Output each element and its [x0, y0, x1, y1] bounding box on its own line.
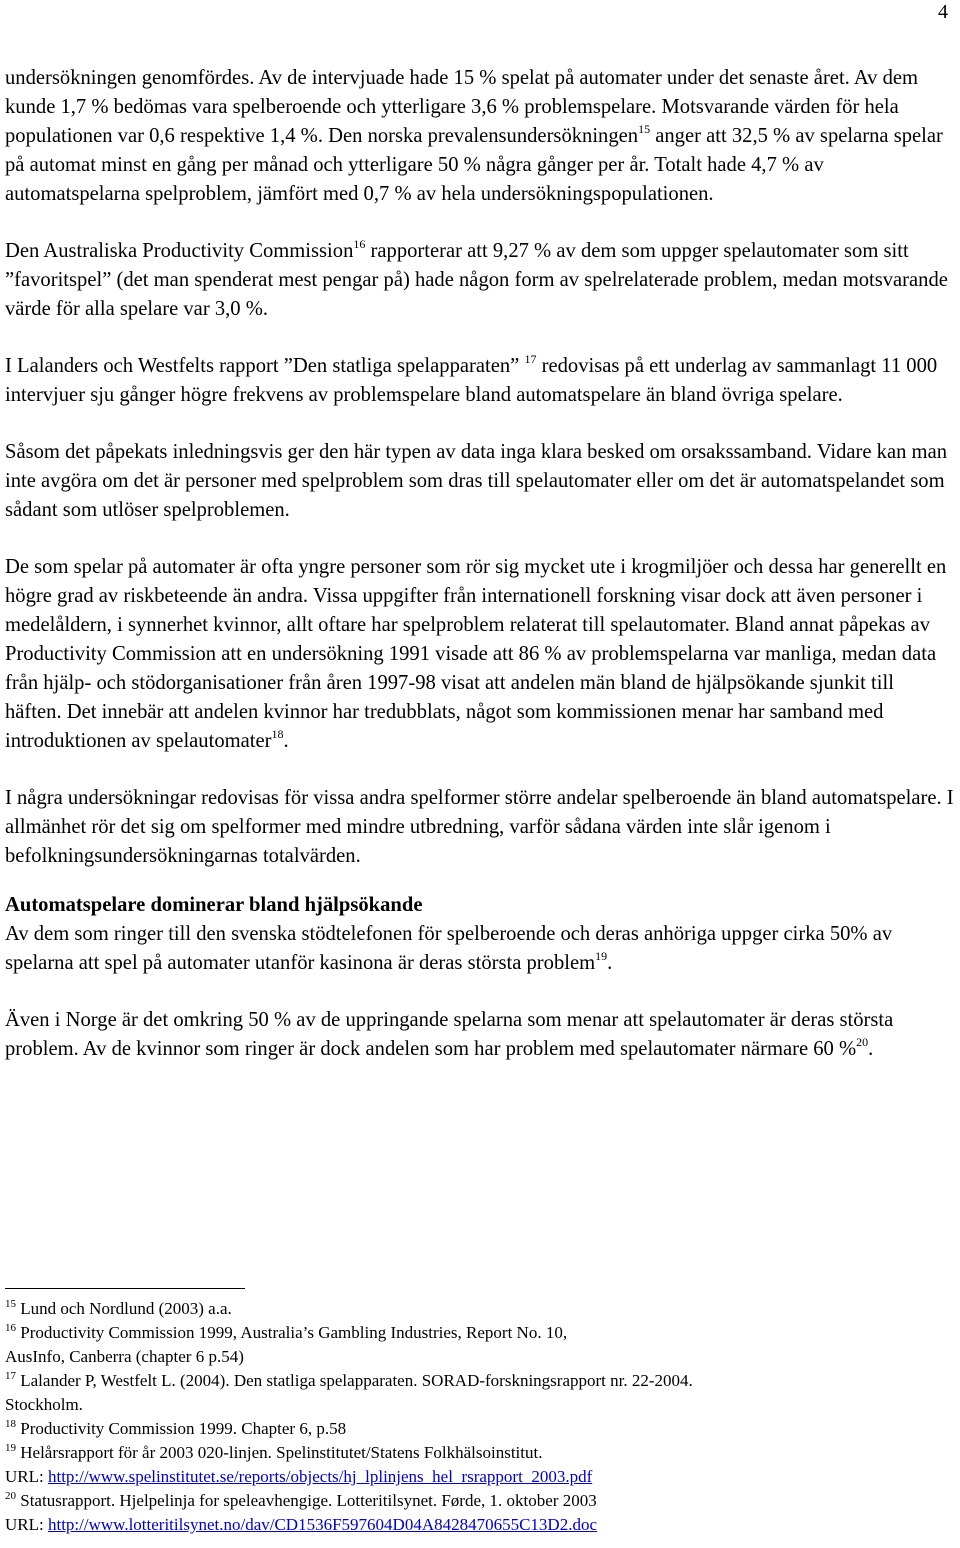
footnote-20: [5, 1489, 955, 1537]
footnote-number: 16: [5, 1322, 16, 1334]
footnote-19-link[interactable]: http://www.spelinstitutet.se/reports/objects/hj_lplinjens_hel_rsrapport_2003.pdf: [47, 1467, 593, 1486]
paragraph-7: [5, 920, 955, 978]
footnote-text-line2: Stockholm.: [5, 1395, 83, 1414]
footnote-17: [5, 1369, 955, 1417]
footnote-url-prefix: URL:: [5, 1515, 48, 1534]
paragraph-5-text-a: De som spelar på automater är ofta yngre personer som rör sig mycket ute i krogmiljöer och dessa har generellt en högre grad av riskbeteende än andra. Vissa uppgifter från internationell forskning visar dock att även personer i medelåldern, i synnerhet kvinnor, allt oftare har spelproblem relaterat till spelautomater. Bland annat påpekas av Productivity Commission att en undersökning 1991 visade att 86 % av problemspelarna var manliga, medan data från hjälp- och stödorganisationer från åren 1997-98 visat att andelen män bland de hjälpsökande sjunkit till häften. Det innebär att andelen kvinnor har tredubblats, något som kommissionen menar har samband med introduktionen av spelautomater: [5, 556, 947, 752]
paragraph-8: [5, 1006, 955, 1064]
footnote-19: [5, 1441, 955, 1489]
paragraph-5: [5, 553, 955, 756]
footnote-number: 19: [5, 1442, 16, 1454]
footnote-number: 20: [5, 1490, 16, 1502]
page-number: 4: [938, 1, 948, 23]
footnote-text: Productivity Commission 1999, Australia’s Gambling Industries, Report No. 10,: [16, 1323, 568, 1342]
footnotes: [5, 1288, 955, 1537]
footnote-15: [5, 1297, 955, 1321]
footnote-number: 18: [5, 1418, 16, 1430]
footnote-text: Statusrapport. Hjelpelinja for speleavhengige. Lotteritilsynet. Førde, 1. oktober 2003: [16, 1491, 597, 1510]
paragraph-2-text-a: Den Australiska Productivity Commission: [5, 240, 354, 262]
footnote-number: 17: [5, 1370, 16, 1382]
paragraph-3-text-b: redovisas på ett underlag av sammanlagt 11 000 intervjuer sju gånger högre frekvens av problemspelare bland automatspelare än bland övriga spelare.: [5, 355, 938, 406]
footnote-separator: [5, 1288, 245, 1289]
section-heading: Automatspelare dominerar bland hjälpsökande: [5, 894, 423, 916]
footnote-text: Lalander P, Westfelt L. (2004). Den statliga spelapparaten. SORAD-forskningsrapport nr. 22-2004.: [16, 1371, 693, 1390]
paragraph-1-text-b: anger att 32,5 % av spelarna spelar på automat minst en gång per månad och ytterligare 50 % några gånger per år. Totalt hade 4,7 % av automatspelarna spelproblem, jämfört med 0,7 % av hela undersökningspopulationen.: [5, 125, 943, 205]
paragraph-8-text-a: Även i Norge är det omkring 50 % av de uppringande spelarna som menar att spelautomater är deras största problem. Av de kvinnor som ringer är dock andelen som har problem med spelautomater närmare 60 %: [5, 1009, 894, 1060]
footnote-18: [5, 1417, 955, 1441]
footnote-text-line2: AusInfo, Canberra (chapter 6 p.54): [5, 1347, 244, 1366]
footnote-ref-16: 16: [353, 237, 366, 251]
paragraph-2: [5, 237, 955, 324]
paragraph-4: Såsom det påpekats inledningsvis ger den här typen av data inga klara besked om orsakssamband. Vidare kan man inte avgöra om det är personer med spelproblem som dras till spelautomater eller om det är automatspelandet som sådant som utlöser spelproblemen.: [5, 441, 948, 521]
footnote-20-link[interactable]: http://www.lotteritilsynet.no/dav/CD1536F597604D04A8428470655C13D2.doc: [47, 1515, 598, 1534]
footnote-ref-18: 18: [271, 727, 284, 741]
paragraph-5-text-b: .: [283, 730, 289, 752]
footnote-16: [5, 1321, 955, 1369]
footnote-text: Lund och Nordlund (2003) a.a.: [16, 1299, 232, 1318]
paragraph-7-text-b: .: [607, 952, 613, 974]
footnote-ref-20: 20: [856, 1035, 869, 1049]
footnote-ref-17: 17: [524, 352, 537, 366]
paragraph-6: I några undersökningar redovisas för vissa andra spelformer större andelar spelberoende än bland automatspelare. I allmänhet rör det sig om spelformer med mindre utbredning, varför sådana värden inte slår igenom i befolkningsundersökningarnas totalvärden.: [5, 787, 954, 867]
paragraph-1-text-a: undersökningen genomfördes. Av de intervjuade hade 15 % spelat på automater under det senaste året. Av dem kunde 1,7 % bedömas vara spelberoende och ytterligare 3,6 % problemspelare. Motsvarande värden för hela populationen var 0,6 respektive 1,4 %. Den norska prevalensundersökningen: [5, 67, 919, 147]
paragraph-8-text-b: .: [868, 1038, 874, 1060]
footnote-ref-15: 15: [638, 122, 651, 136]
paragraph-7-text-a: Av dem som ringer till den svenska stödtelefonen för spelberoende och deras anhöriga uppger cirka 50% av spelarna att spel på automater utanför kasinona är deras största problem: [5, 923, 893, 974]
footnote-url-prefix: URL:: [5, 1467, 48, 1486]
footnote-ref-19: 19: [595, 949, 608, 963]
paragraph-2-text-b: rapporterar att 9,27 % av dem som uppger spelautomater som sitt ”favoritspel” (det man spenderat mest pengar på) hade någon form av spelrelaterade problem, medan motsvarande värde för alla spelare var 3,0 %.: [5, 240, 948, 320]
footnote-text: Helårsrapport för år 2003 020-linjen. Spelinstitutet/Statens Folkhälsoinstitut.: [16, 1443, 543, 1462]
body-text: [5, 64, 955, 1092]
footnote-number: 15: [5, 1298, 16, 1310]
footnote-text: Productivity Commission 1999. Chapter 6, p.58: [16, 1419, 347, 1438]
paragraph-1: [5, 64, 955, 209]
paragraph-3-text-a: I Lalanders och Westfelts rapport ”Den statliga spelapparaten”: [5, 355, 525, 377]
paragraph-3: [5, 352, 955, 410]
